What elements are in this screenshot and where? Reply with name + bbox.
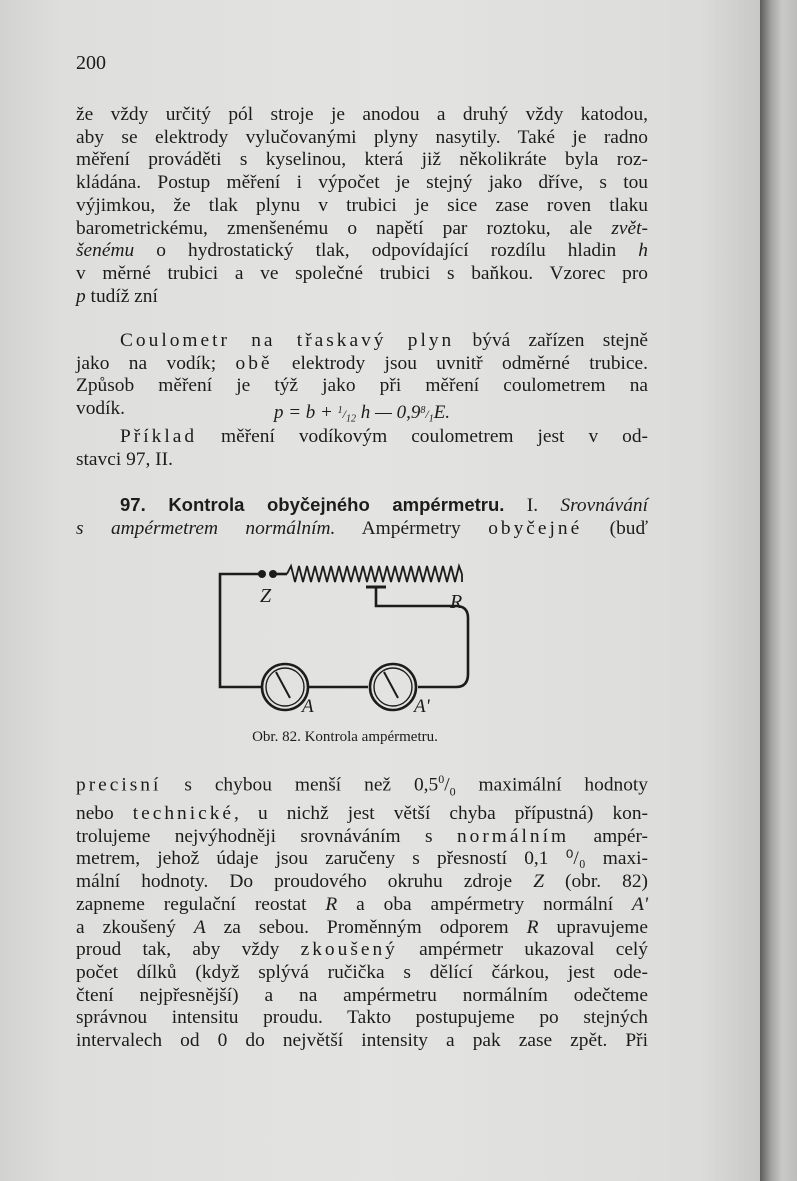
- text-line: správnou intensitu proudu. Takto postupujeme po stejných: [76, 1007, 648, 1029]
- section-heading: 97. Kontrola obyčejného ampérmetru. I. Srovnávání: [120, 494, 648, 516]
- text-line: mální hodnoty. Do proudového okruhu zdroje Z (obr. 82): [76, 871, 648, 893]
- text-line: trolujeme nejvýhodněji srovnáváním s normálním ampér-: [76, 825, 648, 847]
- circuit-wire-left: [220, 574, 262, 687]
- label-a-normal: A': [414, 696, 430, 717]
- text-line: zapneme regulační reostat R a oba ampérmetry normální A': [76, 893, 648, 915]
- text-line: měření prováděti s kyselinou, která již několikráte byla roz-: [76, 149, 648, 171]
- text-line: Způsob měření je týž jako při měření coulometrem na: [76, 375, 648, 397]
- text-line: vodík.: [76, 398, 126, 420]
- text-line: v měrné trubici a ve společné trubici s baňkou. Vzorec pro: [76, 262, 648, 284]
- circuit-figure: [210, 560, 480, 720]
- text-line: aby se elektrody vylučovanými plyny nasytily. Také je radno: [76, 126, 648, 148]
- text-line: p tudíž zní: [76, 285, 158, 307]
- text-line: Coulometr na třaskavý plyn bývá zařízen stejně: [120, 330, 649, 351]
- paragraph-priklad: [76, 426, 648, 471]
- text-line: intervalech od 0 do největší intensity a pak zase zpět. Při: [76, 1030, 648, 1052]
- text-line: precisní s chybou menší než $0,5^0/_0$ maximální hodnoty: [76, 772, 648, 799]
- text-line: stavci 97, II.: [76, 448, 173, 470]
- section-97: [76, 494, 648, 540]
- paragraph-coulometr: [76, 330, 648, 421]
- text-line: s ampérmetrem normálním. Ampérmetry obyčejné (buď: [76, 517, 648, 539]
- text-line: jako na vodík; obě elektrody jsou uvnitř odměrné trubice.: [76, 352, 648, 374]
- text-line: čtení nejpřesnější) a na ampérmetru normálním odečteme: [76, 984, 648, 1006]
- text-line: výjimkou, že tlak plynu v trubici je sice zase roven tlaku: [76, 194, 648, 216]
- label-r: R: [450, 591, 463, 613]
- text-line: metrem, jehož údaje jsou zaručeny s přesností 0,1 ⁰/₀ maxi-: [76, 848, 648, 870]
- text-line: počet dílků (když splývá ručička s dělící čárkou, jest ode-: [76, 961, 648, 983]
- text-line: proud tak, aby vždy zkoušený ampérmetr ukazoval celý: [76, 939, 649, 961]
- text-line: a zkoušený A za sebou. Proměnným odporem R upravujeme: [76, 916, 648, 938]
- text-line: šenému o hydrostatický tlak, odpovídající rozdílu hladin h: [76, 240, 648, 262]
- label-a: A: [302, 696, 314, 717]
- figure-caption: Obr. 82. Kontrola ampérmetru.: [252, 729, 438, 745]
- text-line: že vždy určitý pól stroje je anodou a druhý vždy katodou,: [76, 104, 648, 125]
- source-terminal-icon: [258, 570, 266, 578]
- book-spine-edge: [760, 0, 797, 1181]
- reostat-coil: [287, 566, 462, 582]
- source-terminal-icon: [269, 570, 277, 578]
- paragraph-ammeters: [76, 768, 648, 1053]
- label-z: Z: [260, 585, 272, 607]
- page-number: 200: [76, 52, 106, 74]
- formula: $p = b + ^1/_{12}$ h — $0,9^8/_1E$.: [273, 402, 451, 425]
- text-line: nebo technické, u nichž jest větší chyba přípustná) kon-: [76, 803, 648, 825]
- text-line: kládána. Postup měření i výpočet je stejný jako dříve, s tou: [76, 172, 648, 194]
- text-line: barometrickému, zmenšenému o napětí par roztoku, ale zvět-: [76, 217, 648, 239]
- text-line: Příklad měření vodíkovým coulometrem jest v od-: [120, 426, 648, 447]
